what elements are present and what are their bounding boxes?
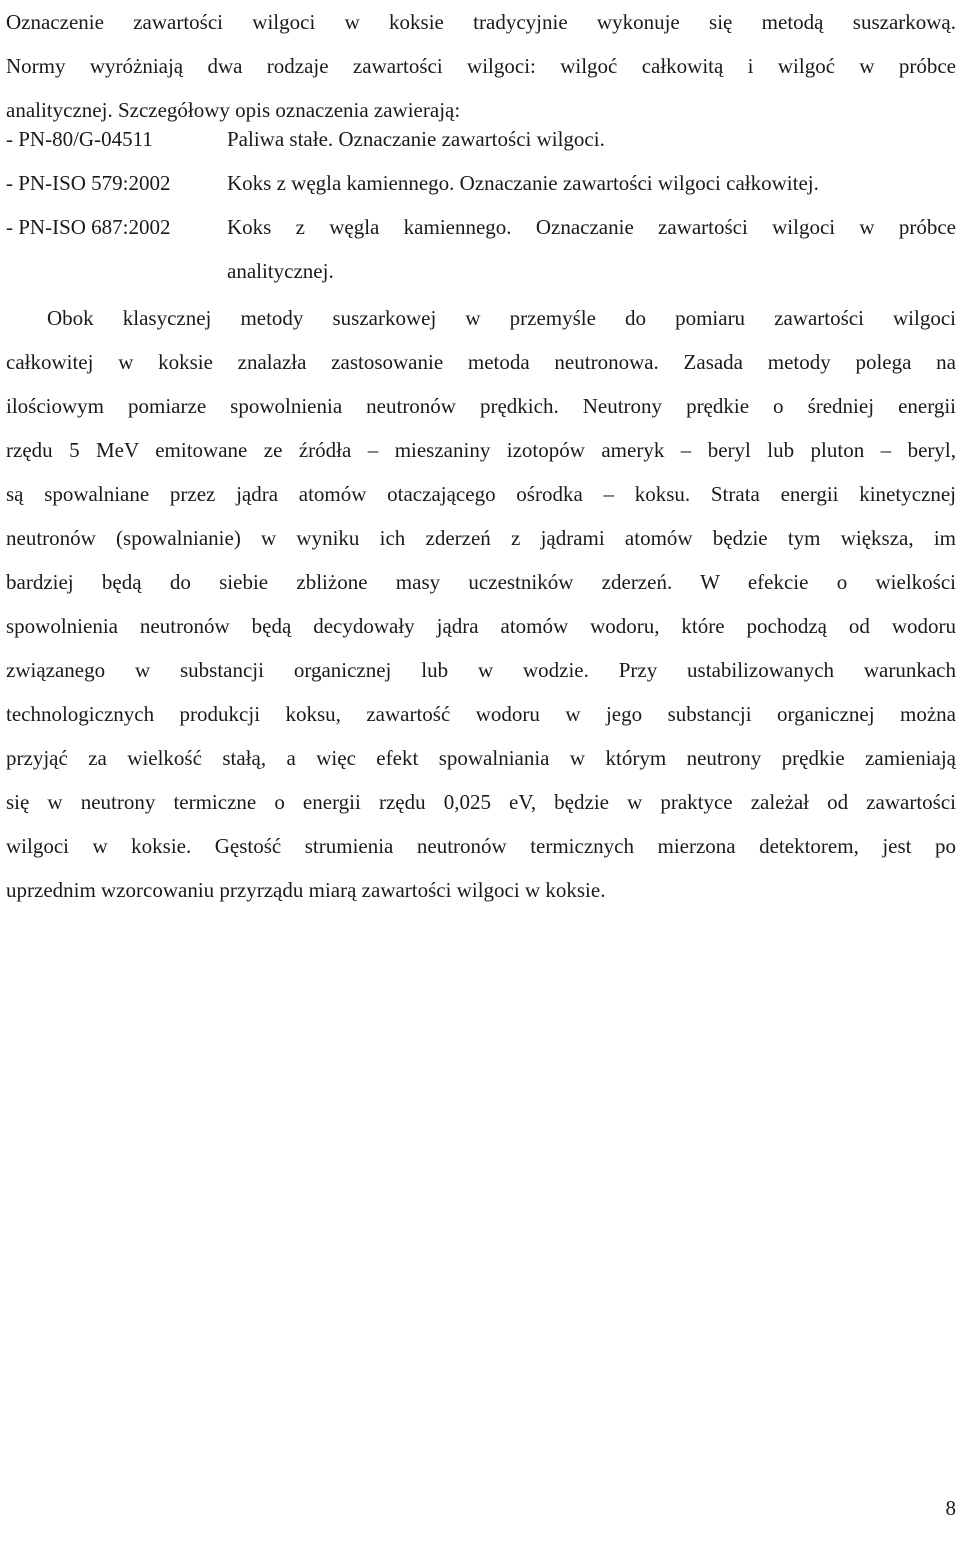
text-line: bardziej będą do siebie zbliżone masy uczestników zderzeń. W efekcie o wielkości	[6, 570, 956, 594]
text-line: wilgoci w koksie. Gęstość strumienia neutronów termicznych mierzona detektorem, jest po	[6, 834, 956, 858]
norm-description-continuation: analitycznej.	[227, 259, 334, 283]
text-line: przyjąć za wielkość stałą, a więc efekt spowalniania w którym neutrony prędkie zamieniają	[6, 746, 956, 770]
text-line: całkowitej w koksie znalazła zastosowanie metoda neutronowa. Zasada metody polega na	[6, 350, 956, 374]
text-line: ilościowym pomiarze spowolnienia neutronów prędkich. Neutrony prędkie o średniej energii	[6, 394, 956, 418]
norm-item	[6, 117, 956, 161]
norm-code: - PN-80/G-04511	[6, 127, 153, 151]
text-line: są spowalniane przez jądra atomów otaczającego ośrodka – koksu. Strata energii kinetycznej	[6, 482, 956, 506]
text-line: Oznaczenie zawartości wilgoci w koksie tradycyjnie wykonuje się metodą suszarkową.	[6, 10, 956, 34]
intro-paragraph	[6, 0, 956, 132]
norm-description: Koks z węgla kamiennego. Oznaczanie zawartości wilgoci całkowitej.	[227, 171, 819, 195]
norm-description: Koks z węgla kamiennego. Oznaczanie zawartości wilgoci w próbce	[227, 215, 956, 239]
body-paragraph	[6, 296, 956, 912]
norm-item	[6, 205, 956, 249]
text-line: analitycznej. Szczegółowy opis oznaczenia zawierają:	[6, 98, 461, 122]
norm-description: Paliwa stałe. Oznaczanie zawartości wilgoci.	[227, 127, 605, 151]
norm-code: - PN-ISO 579:2002	[6, 171, 171, 195]
norms-list	[6, 117, 956, 293]
text-line: spowolnienia neutronów będą decydowały jądra atomów wodoru, które pochodzą od wodoru	[6, 614, 956, 638]
norm-code: - PN-ISO 687:2002	[6, 215, 171, 239]
norm-item	[6, 161, 956, 205]
text-line: technologicznych produkcji koksu, zawartość wodoru w jego substancji organicznej można	[6, 702, 956, 726]
text-line: Obok klasycznej metody suszarkowej w przemyśle do pomiaru zawartości wilgoci	[47, 306, 956, 330]
text-line: neutronów (spowalnianie) w wyniku ich zderzeń z jądrami atomów będzie tym większa, im	[6, 526, 956, 550]
text-line: związanego w substancji organicznej lub w wodzie. Przy ustabilizowanych warunkach	[6, 658, 956, 682]
page-number: 8	[945, 1496, 956, 1520]
text-line: rzędu 5 MeV emitowane ze źródła – mieszaniny izotopów ameryk – beryl lub pluton – beryl,	[6, 438, 956, 462]
text-line: Normy wyróżniają dwa rodzaje zawartości wilgoci: wilgoć całkowitą i wilgoć w próbce	[6, 54, 956, 78]
text-line: uprzednim wzorcowaniu przyrządu miarą zawartości wilgoci w koksie.	[6, 878, 606, 902]
text-line: się w neutrony termiczne o energii rzędu 0,025 eV, będzie w praktyce zależał od zawartości	[6, 790, 956, 814]
